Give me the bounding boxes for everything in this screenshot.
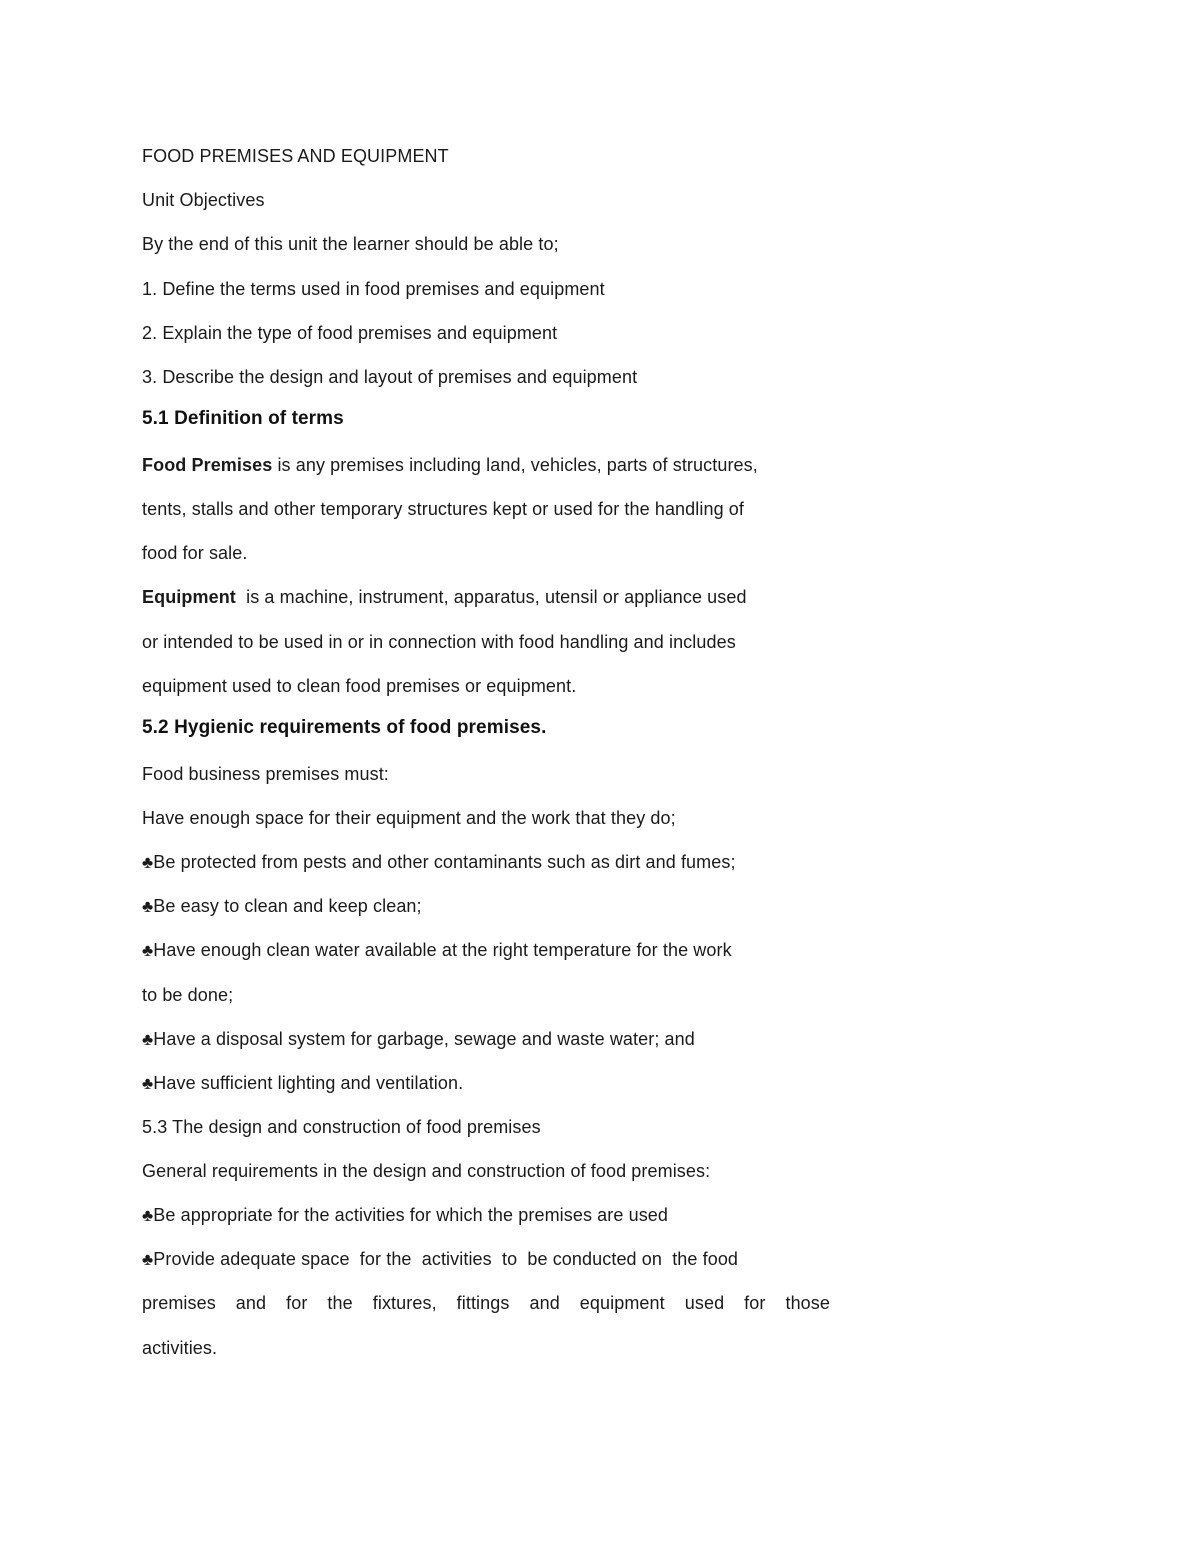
list-item: ♣Have sufficient lighting and ventilation. bbox=[142, 1073, 464, 1093]
food-premises-definition-text: is any premises including land, vehicles, parts of structures, bbox=[272, 455, 758, 475]
section-5-2-heading: 5.2 Hygienic requirements of food premises. bbox=[142, 717, 547, 738]
section-5-1-heading: 5.1 Definition of terms bbox=[142, 408, 344, 429]
equipment-definition-line-3: equipment used to clean food premises or equipment. bbox=[142, 676, 577, 696]
objective-item-3: 3. Describe the design and layout of premises and equipment bbox=[142, 367, 638, 387]
club-bullet-icon: ♣ bbox=[142, 1074, 154, 1093]
list-item: ♣Be appropriate for the activities for which the premises are used bbox=[142, 1205, 669, 1225]
section-5-2-line-1: Have enough space for their equipment and the work that they do; bbox=[142, 808, 676, 828]
list-item: ♣Have a disposal system for garbage, sewage and waste water; and bbox=[142, 1029, 695, 1049]
objectives-intro: By the end of this unit the learner should be able to; bbox=[142, 234, 559, 254]
club-bullet-icon: ♣ bbox=[142, 853, 154, 872]
section-5-3-intro: General requirements in the design and construction of food premises: bbox=[142, 1161, 711, 1181]
food-premises-definition-line-2: tents, stalls and other temporary structures kept or used for the handling of bbox=[142, 499, 745, 519]
list-item: ♣Have enough clean water available at the right temperature for the work bbox=[142, 940, 732, 960]
club-bullet-icon: ♣ bbox=[142, 1030, 154, 1049]
objective-item-2: 2. Explain the type of food premises and equipment bbox=[142, 323, 558, 343]
list-item-continuation: premises and for the fixtures, fittings and equipment used for those bbox=[142, 1293, 830, 1313]
club-bullet-icon: ♣ bbox=[142, 941, 154, 960]
objective-item-1: 1. Define the terms used in food premises and equipment bbox=[142, 279, 605, 299]
section-5-2-intro: Food business premises must: bbox=[142, 764, 389, 784]
list-item: ♣Be easy to clean and keep clean; bbox=[142, 896, 422, 916]
club-bullet-icon: ♣ bbox=[142, 1206, 154, 1225]
food-premises-definition-line-1 bbox=[142, 454, 758, 476]
club-bullet-icon: ♣ bbox=[142, 1250, 154, 1269]
unit-objectives-label: Unit Objectives bbox=[142, 190, 265, 210]
section-5-3-heading: 5.3 The design and construction of food premises bbox=[142, 1117, 541, 1137]
food-premises-definition-line-3: food for sale. bbox=[142, 543, 248, 563]
equipment-term: Equipment bbox=[142, 587, 236, 607]
list-item-continuation: activities. bbox=[142, 1338, 218, 1358]
equipment-definition-text: is a machine, instrument, apparatus, utensil or appliance used bbox=[235, 587, 747, 607]
list-item-continuation: to be done; bbox=[142, 985, 234, 1005]
document-title: FOOD PREMISES AND EQUIPMENT bbox=[142, 146, 449, 166]
equipment-definition-line-2: or intended to be used in or in connection with food handling and includes bbox=[142, 632, 736, 652]
club-bullet-icon: ♣ bbox=[142, 897, 154, 916]
list-item: ♣Be protected from pests and other contaminants such as dirt and fumes; bbox=[142, 852, 736, 872]
list-item: ♣Provide adequate space for the activities to be conducted on the food bbox=[142, 1249, 739, 1269]
food-premises-term: Food Premises bbox=[142, 455, 273, 475]
equipment-definition-line-1 bbox=[142, 586, 747, 608]
